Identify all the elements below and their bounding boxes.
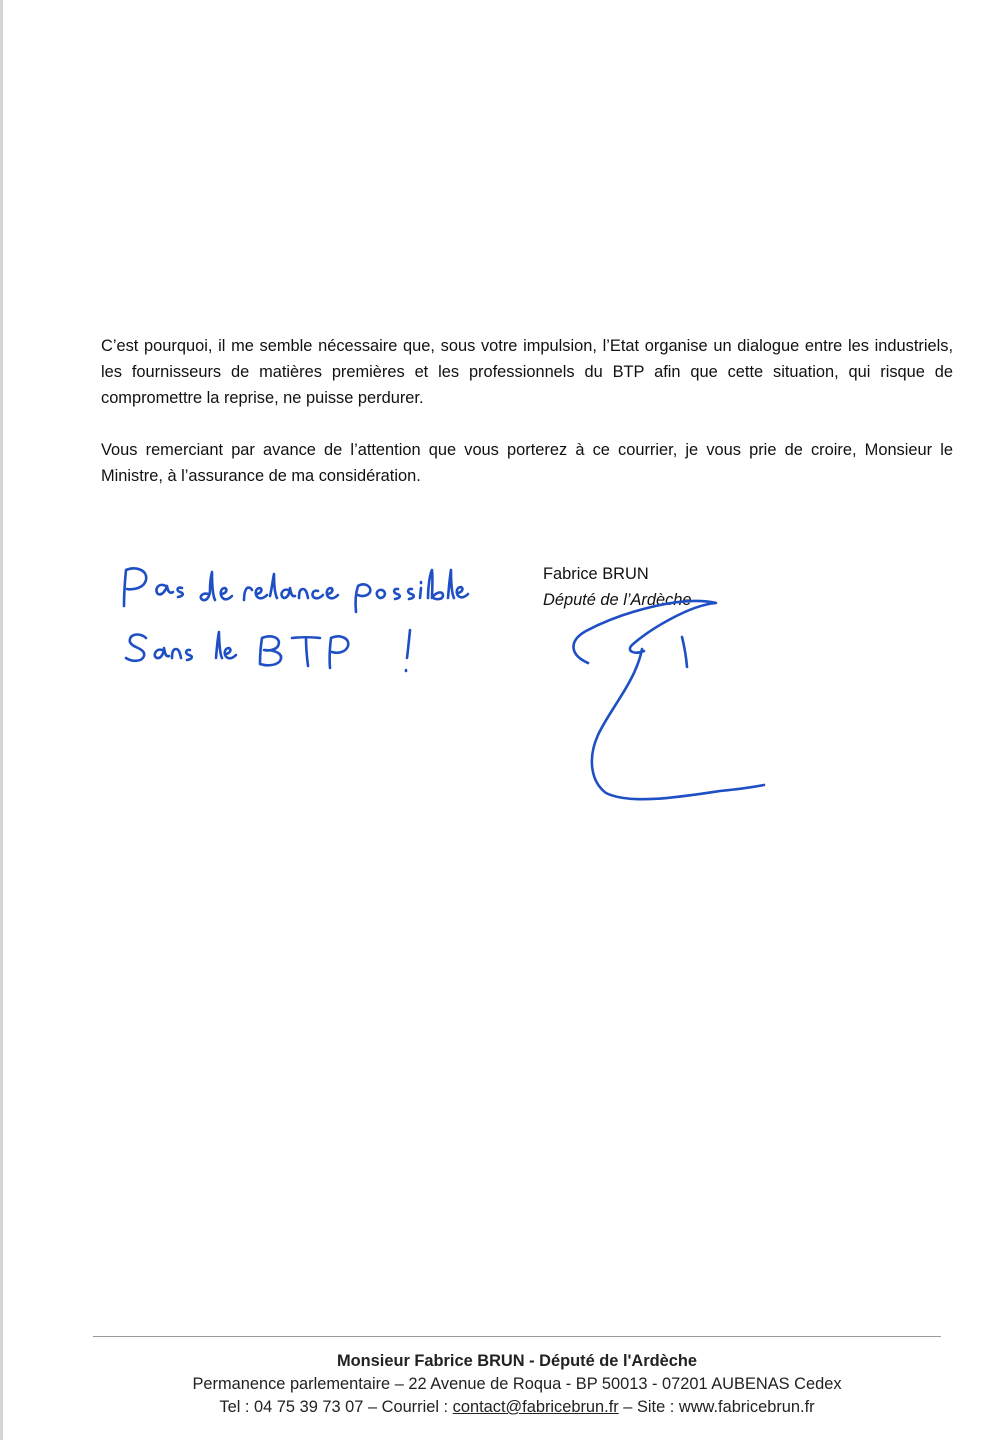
footer-phone: Tel : 04 75 39 73 07 – Courriel : [219, 1398, 453, 1416]
letterhead-footer [93, 1350, 941, 1419]
letter-paragraph-1: C’est pourquoi, il me semble nécessaire que, sous votre impulsion, l’Etat organise un dialogue entre les industriels, les fournisseurs de matières premières et les professionnels du BTP afin que cette situation, qui risque de compromettre la reprise, ne puisse perdurer. [101, 337, 953, 407]
letter-paragraph-2: Vous remerciant par avance de l’attention que vous porterez à ce courrier, je vous prie de croire, Monsieur le Ministre, à l’assurance de ma considération. [101, 441, 953, 485]
signatory-name: Fabrice BRUN [543, 565, 649, 583]
handwritten-note [110, 560, 470, 690]
footer-divider [93, 1336, 941, 1337]
footer-address: Permanence parlementaire – 22 Avenue de Roqua - BP 50013 - 07201 AUBENAS Cedex [192, 1375, 842, 1393]
handwritten-note-drawing [110, 560, 470, 690]
footer-site: – Site : www.fabricebrun.fr [618, 1398, 815, 1416]
page-left-edge [0, 0, 3, 1440]
handwritten-signature-drawing [560, 585, 780, 815]
signatory-role: Député de l’Ardèche [543, 591, 692, 609]
footer-email-link[interactable]: contact@fabricebrun.fr [452, 1398, 619, 1416]
footer-contact-line [93, 1396, 941, 1419]
handwritten-signature [560, 585, 780, 815]
footer-title: Monsieur Fabrice BRUN - Député de l'Ardèche [336, 1352, 697, 1370]
